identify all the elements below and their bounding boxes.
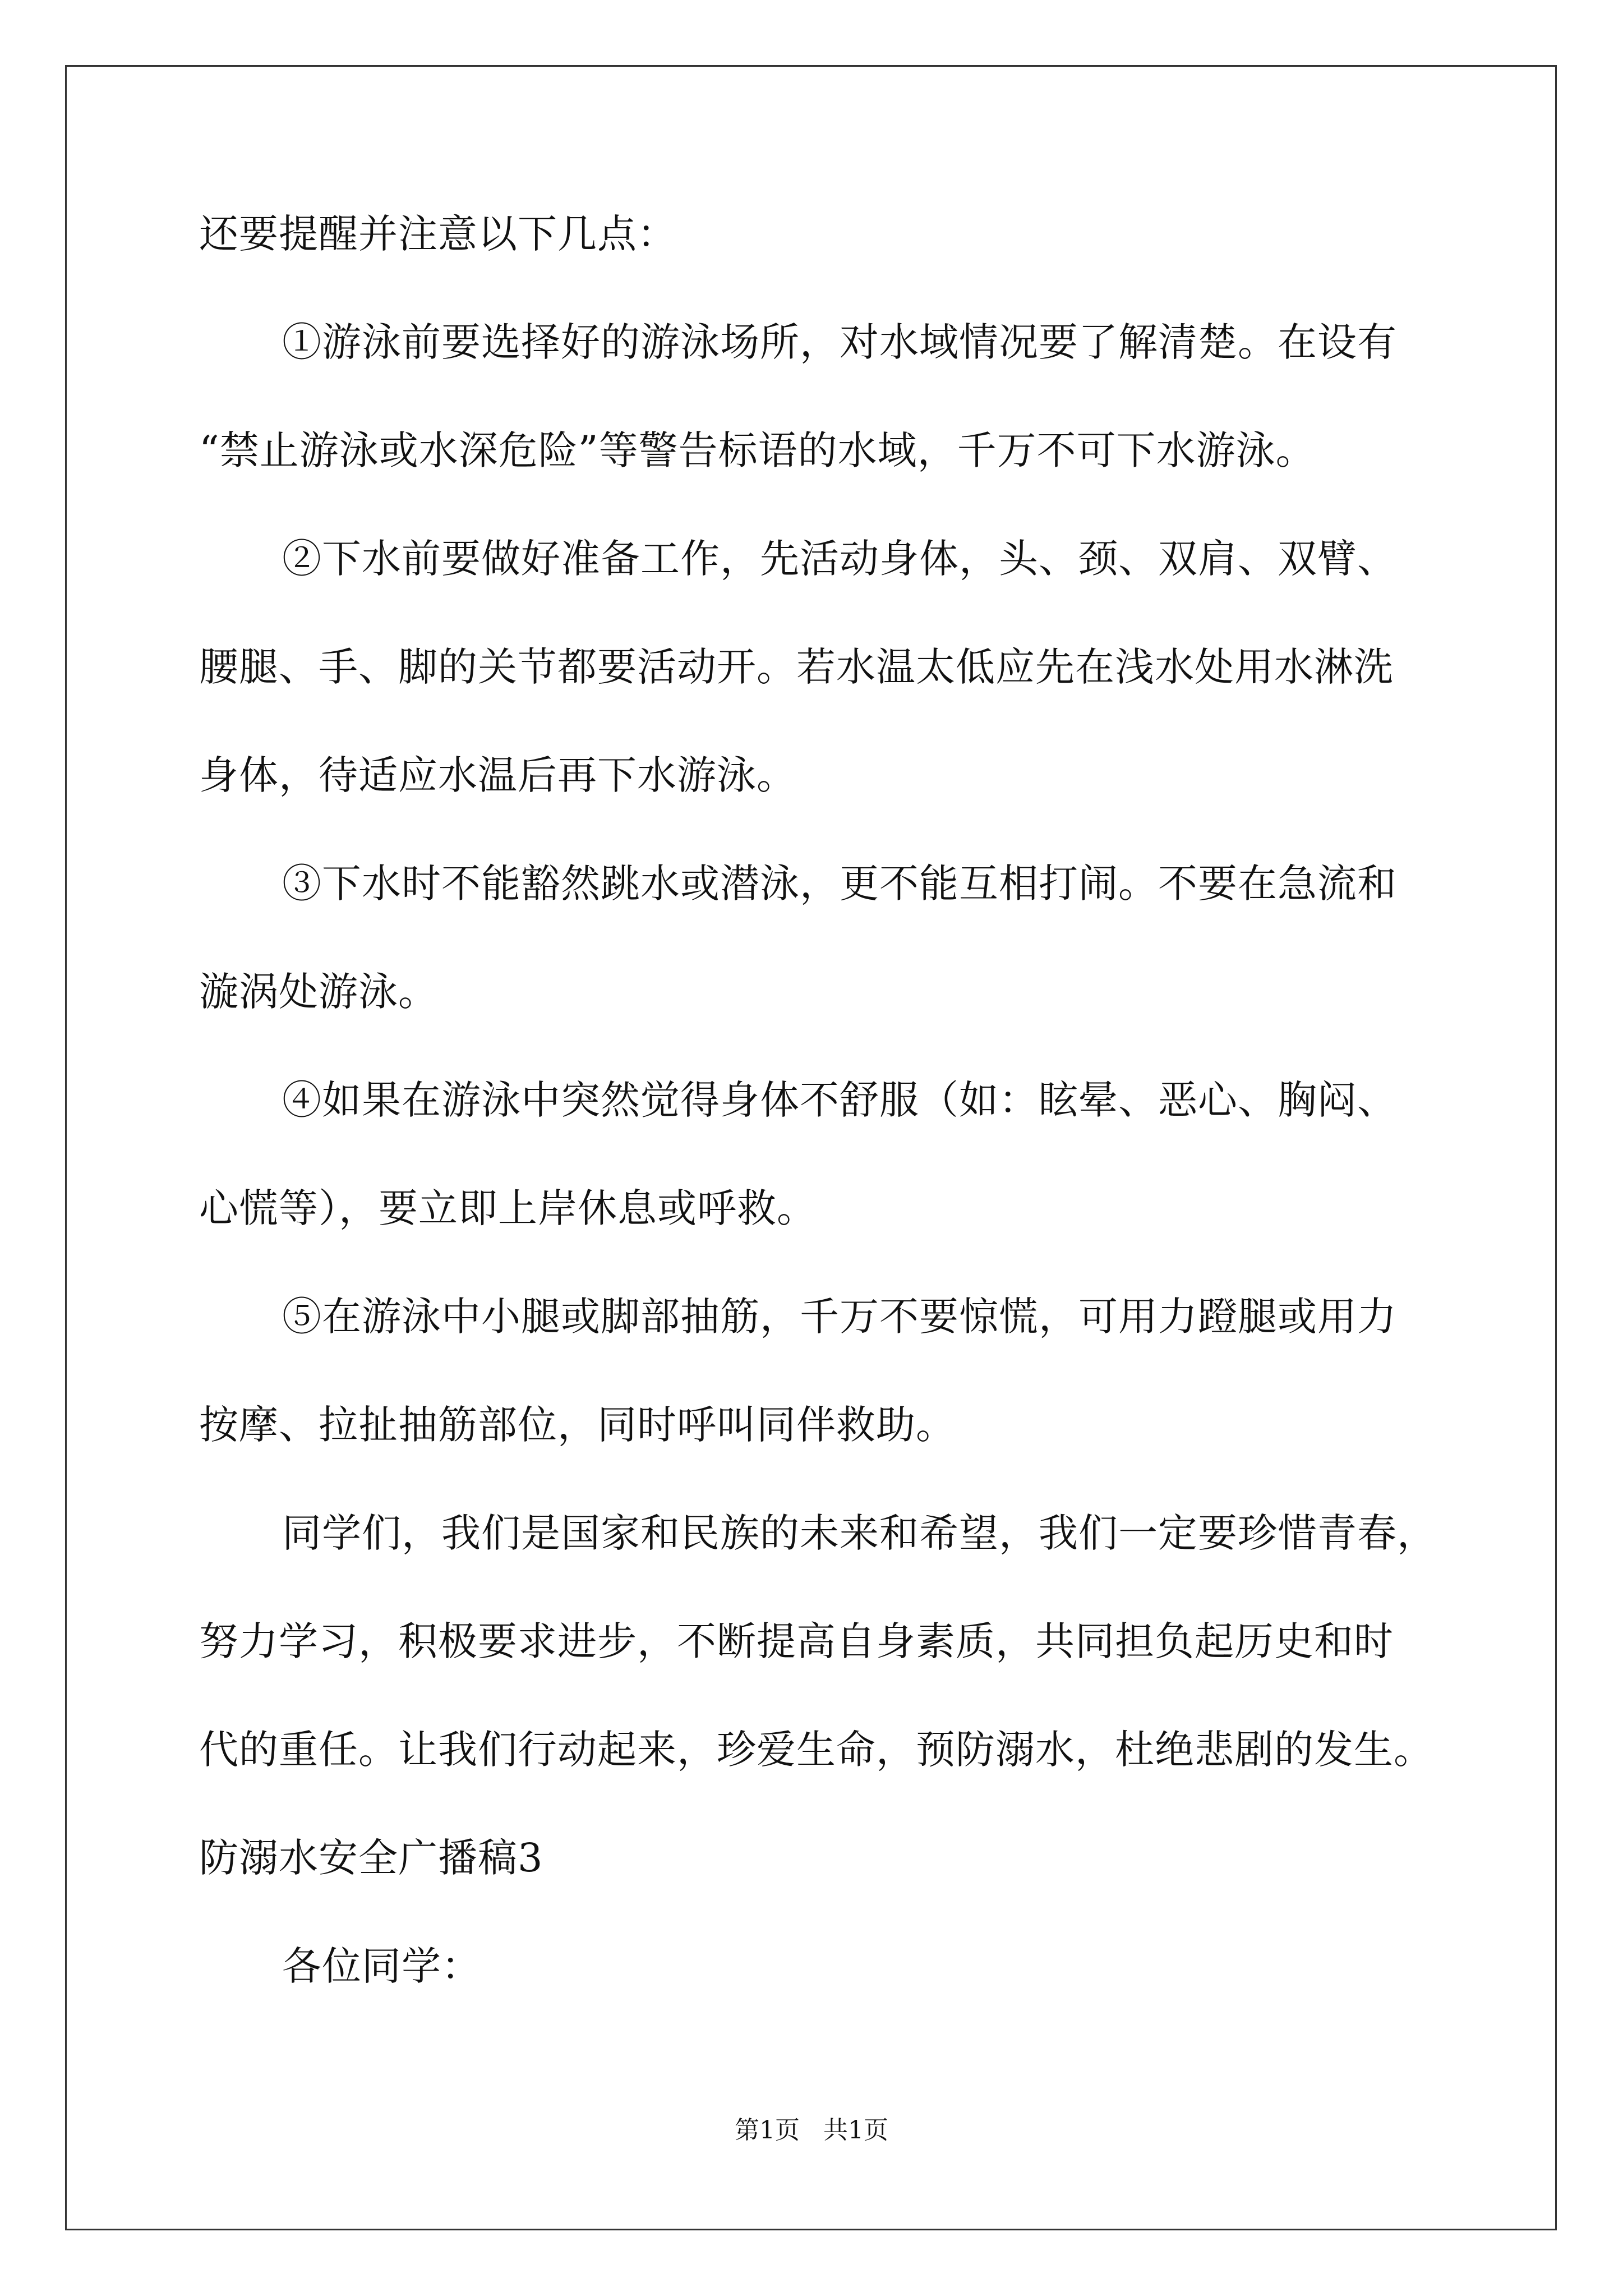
document-body bbox=[199, 208, 1437, 2048]
text-line: ②下水前要做好准备工作，先活动身体，头、颈、双肩、双臂、 bbox=[282, 536, 1397, 582]
text-line: 同学们，我们是国家和民族的未来和希望，我们一定要珍惜青春， bbox=[282, 1510, 1437, 1556]
text-line: 身体，待适应水温后再下水游泳。 bbox=[199, 752, 796, 798]
page-footer: 第1页 共1页 bbox=[735, 2116, 888, 2145]
text-line: ③下水时不能豁然跳水或潜泳，更不能互相打闹。不要在急流和 bbox=[282, 861, 1397, 907]
text-line: ④如果在游泳中突然觉得身体不舒服（如：眩晕、恶心、胸闷、 bbox=[282, 1077, 1397, 1123]
text-line: “禁止游泳或水深危险”等警告标语的水域，千万不可下水游泳。 bbox=[199, 427, 1316, 473]
text-line: 还要提醒并注意以下几点： bbox=[199, 211, 677, 257]
text-line: ⑤在游泳中小腿或脚部抽筋，千万不要惊慌，可用力蹬腿或用力 bbox=[282, 1294, 1397, 1340]
text-line: 按摩、拉扯抽筋部位，同时呼叫同伴救助。 bbox=[199, 1402, 956, 1448]
text-line: 代的重任。让我们行动起来，珍爱生命，预防溺水，杜绝悲剧的发生。 bbox=[199, 1727, 1433, 1773]
section-heading: 防溺水安全广播稿3 bbox=[199, 1835, 543, 1881]
text-line: ①游泳前要选择好的游泳场所，对水域情况要了解清楚。在设有 bbox=[282, 319, 1397, 365]
text-line: 努力学习，积极要求进步，不断提高自身素质，共同担负起历史和时 bbox=[199, 1618, 1394, 1664]
text-line: 漩涡处游泳。 bbox=[199, 969, 438, 1015]
text-line: 腰腿、手、脚的关节都要活动开。若水温太低应先在浅水处用水淋洗 bbox=[199, 644, 1394, 690]
text-line: 各位同学： bbox=[282, 1943, 481, 1989]
text-line: 心慌等），要立即上岸休息或呼救。 bbox=[199, 1185, 817, 1231]
